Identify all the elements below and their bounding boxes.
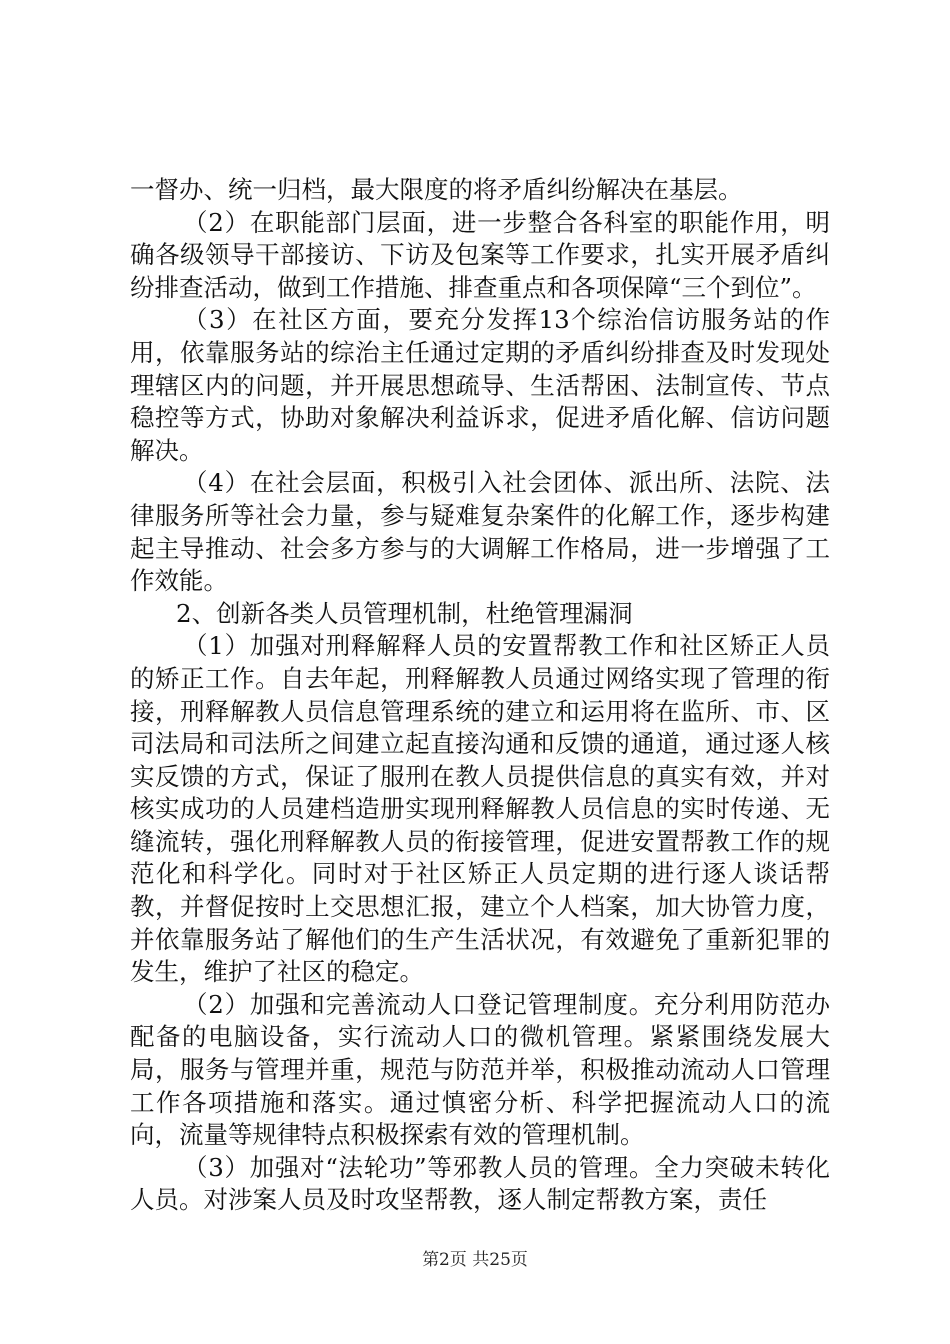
section-heading: 2、创新各类人员管理机制，杜绝管理漏洞	[176, 598, 633, 628]
paragraph-item-3: （3）在社区方面，要充分发挥13个综治信访服务站的作用，依靠服务站的综治主任通过定期的矛盾纠纷排查及时发现处理辖区内的问题，并开展思想疏导、生活帮困、法制宣传、节点稳控等方式，协助对象解决利益诉求，促进矛盾化解、信访问题解决。	[130, 305, 830, 465]
page-number-footer: 第2页 共25页	[422, 1250, 528, 1270]
paragraph-sub-3: （3）加强对“法轮功”等邪教人员的管理。全力突破未转化人员。对涉案人员及时攻坚帮教，逐人制定帮教方案，责任	[130, 1152, 830, 1215]
paragraph-continuation: 一督办、统一归档，最大限度的将矛盾纠纷解决在基层。	[130, 175, 743, 204]
paragraph-sub-1: （1）加强对刑释解释人员的安置帮教工作和社区矫正人员的矫正工作。自去年起，刑释解教人员通过网络实现了管理的衔接，刑释解教人员信息管理系统的建立和运用将在监所、市、区司法局和司法所之间建立起直接沟通和反馈的通道，通过逐人核实反馈的方式，保证了服刑在教人员提供信息的真实有效，并对核实成功的人员建档造册实现刑释解教人员信息的实时传递、无缝流转，强化刑释解教人员的衔接管理，促进安置帮教工作的规范化和科学化。同时对于社区矫正人员定期的进行逐人谈话帮教，并督促按时上交思想汇报，建立个人档案，加大协管力度，并依靠服务站了解他们的生产生活状况，有效避免了重新犯罪的发生，维护了社区的稳定。	[130, 631, 830, 987]
paragraph-sub-2: （2）加强和完善流动人口登记管理制度。充分利用防范办配备的电脑设备，实行流动人口的微机管理。紧紧围绕发展大局，服务与管理并重，规范与防范并举，积极推动流动人口管理工作各项措施和落实。通过慎密分析、科学把握流动人口的流向，流量等规律特点积极探索有效的管理机制。	[130, 989, 830, 1150]
document-body	[130, 174, 830, 1217]
paragraph-item-2: （2）在职能部门层面，进一步整合各科室的职能作用，明确各级领导干部接访、下访及包案等工作要求，扎实开展矛盾纠纷排查活动，做到工作措施、排查重点和各项保障“三个到位”。	[130, 207, 830, 302]
paragraph-item-4: （4）在社会层面，积极引入社会团体、派出所、法院、法律服务所等社会力量，参与疑难复杂案件的化解工作，逐步构建起主导推动、社会多方参与的大调解工作格局，进一步增强了工作效能。	[130, 468, 830, 596]
